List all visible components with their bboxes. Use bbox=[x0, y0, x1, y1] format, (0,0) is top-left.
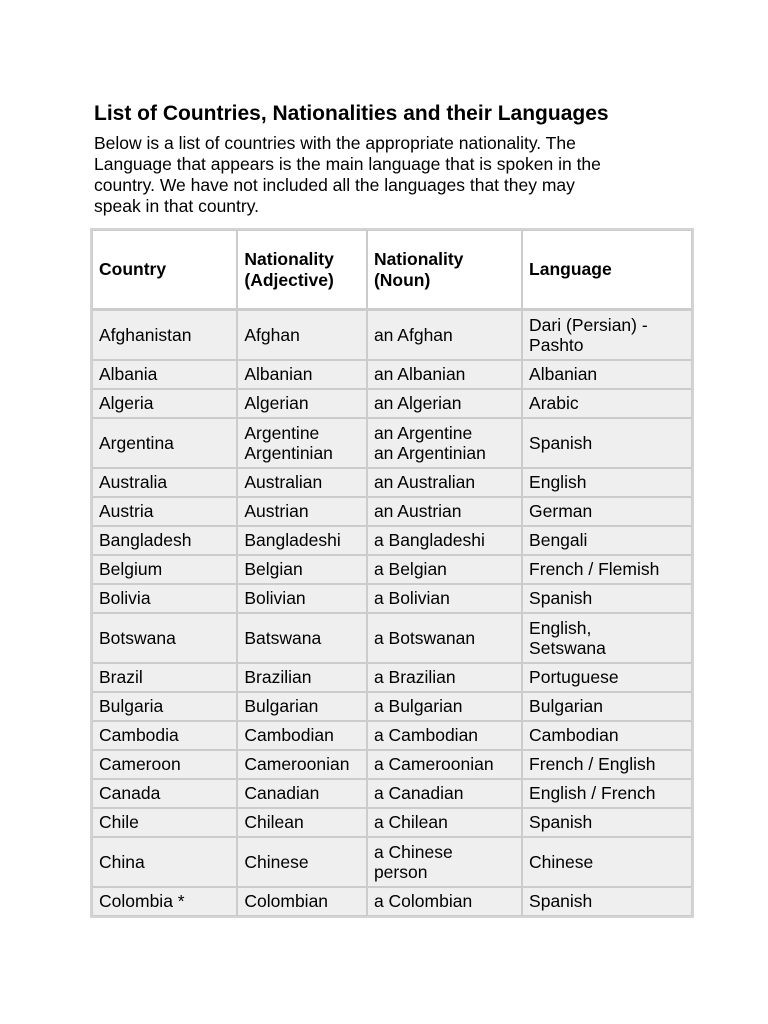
cell-country-text: Argentina bbox=[99, 432, 174, 453]
cell-language-text: Spanish bbox=[529, 891, 593, 912]
cell-nationality-adjective-text: Austrian bbox=[244, 501, 309, 522]
cell-language-text: English bbox=[529, 472, 587, 493]
cell-nationality-noun bbox=[367, 613, 522, 663]
cell-language-text: Bengali bbox=[529, 530, 588, 551]
cell-nationality-adjective-text: Chilean bbox=[244, 812, 304, 833]
cell-language bbox=[522, 497, 692, 526]
cell-nationality-adjective bbox=[237, 360, 367, 389]
cell-nationality-adjective bbox=[237, 750, 367, 779]
cell-nationality-adjective-text: Albanian bbox=[244, 364, 313, 385]
cell-nationality-noun bbox=[367, 779, 522, 808]
table-row bbox=[92, 663, 692, 692]
cell-country-text: China bbox=[99, 851, 145, 872]
cell-language bbox=[522, 808, 692, 837]
cell-language bbox=[522, 779, 692, 808]
cell-nationality-adjective bbox=[237, 692, 367, 721]
header-nationality-adjective: Nationality (Adjective) bbox=[237, 230, 367, 310]
cell-language bbox=[522, 360, 692, 389]
cell-nationality-noun bbox=[367, 555, 522, 584]
cell-language-text: Arabic bbox=[529, 393, 579, 414]
cell-nationality-noun-text: an Algerian bbox=[373, 393, 462, 414]
cell-language bbox=[522, 310, 692, 360]
cell-nationality-adjective-text: Bulgarian bbox=[244, 696, 319, 717]
cell-nationality-adjective-text: Bolivian bbox=[244, 588, 306, 609]
cell-country-text: Australia bbox=[99, 472, 168, 493]
table-row bbox=[92, 468, 692, 497]
cell-nationality-adjective-text: Chinese bbox=[244, 851, 309, 872]
cell-nationality-noun-text: a Bulgarian bbox=[373, 696, 463, 717]
cell-nationality-noun bbox=[367, 808, 522, 837]
countries-table bbox=[90, 228, 694, 918]
cell-nationality-noun-text: an Austrian bbox=[373, 501, 462, 522]
intro-line: country. We have not included all the languages that they may bbox=[94, 175, 575, 195]
cell-country bbox=[92, 389, 237, 418]
table-row bbox=[92, 526, 692, 555]
cell-language-text: Spanish bbox=[529, 588, 593, 609]
cell-country bbox=[92, 360, 237, 389]
cell-language bbox=[522, 555, 692, 584]
cell-nationality-adjective-text: Batswana bbox=[244, 627, 322, 648]
cell-country-text: Chile bbox=[99, 812, 139, 833]
table-row bbox=[92, 721, 692, 750]
cell-language-text: German bbox=[529, 501, 593, 522]
cell-country bbox=[92, 837, 237, 887]
cell-language bbox=[522, 837, 692, 887]
cell-nationality-noun-text: a Cambodian bbox=[373, 725, 479, 746]
cell-nationality-adjective bbox=[237, 721, 367, 750]
cell-language-text: Pashto bbox=[529, 335, 584, 355]
cell-nationality-noun-text: an Afghan bbox=[373, 324, 453, 345]
cell-country-text: Canada bbox=[99, 783, 161, 804]
cell-country bbox=[92, 887, 237, 916]
cell-nationality-adjective-text: Belgian bbox=[244, 559, 303, 580]
cell-country bbox=[92, 692, 237, 721]
cell-nationality-noun-text: a Canadian bbox=[373, 783, 464, 804]
cell-nationality-noun-text: a Cameroonian bbox=[373, 754, 494, 775]
header-language: Language bbox=[522, 230, 692, 310]
cell-nationality-noun bbox=[367, 497, 522, 526]
cell-country-text: Albania bbox=[99, 364, 158, 385]
cell-nationality-adjective bbox=[237, 468, 367, 497]
cell-language bbox=[522, 887, 692, 916]
cell-country bbox=[92, 468, 237, 497]
cell-language bbox=[522, 750, 692, 779]
table-row bbox=[92, 613, 692, 663]
cell-country-text: Cambodia bbox=[99, 725, 179, 746]
cell-nationality-noun-text: person bbox=[373, 862, 428, 882]
cell-language bbox=[522, 526, 692, 555]
cell-nationality-adjective-text: Bangladeshi bbox=[244, 530, 341, 551]
cell-country-text: Austria bbox=[99, 501, 154, 522]
cell-nationality-noun bbox=[367, 418, 522, 468]
cell-country-text: Brazil bbox=[99, 667, 143, 688]
cell-country bbox=[92, 418, 237, 468]
cell-country bbox=[92, 555, 237, 584]
table-row bbox=[92, 584, 692, 613]
cell-country bbox=[92, 750, 237, 779]
table-row bbox=[92, 692, 692, 721]
cell-nationality-adjective-text: Argentine bbox=[244, 422, 320, 443]
cell-country bbox=[92, 663, 237, 692]
cell-country bbox=[92, 310, 237, 360]
cell-country-text: Afghanistan bbox=[99, 324, 192, 345]
cell-language bbox=[522, 468, 692, 497]
cell-language-text: Albanian bbox=[529, 364, 598, 385]
intro-line: speak in that country. bbox=[94, 196, 260, 216]
cell-country bbox=[92, 779, 237, 808]
cell-nationality-adjective bbox=[237, 584, 367, 613]
cell-language bbox=[522, 418, 692, 468]
table-row bbox=[92, 808, 692, 837]
table-body bbox=[92, 310, 692, 916]
cell-nationality-adjective-text: Argentinian bbox=[244, 443, 333, 463]
cell-nationality-noun-text: a Belgian bbox=[373, 559, 447, 580]
cell-country bbox=[92, 497, 237, 526]
header-nationality-noun: Nationality (Noun) bbox=[367, 230, 522, 310]
intro-line: Below is a list of countries with the appropriate nationality. The bbox=[94, 133, 576, 153]
cell-nationality-adjective-text: Canadian bbox=[244, 783, 320, 804]
cell-country-text: Bulgaria bbox=[99, 696, 164, 717]
cell-nationality-adjective bbox=[237, 663, 367, 692]
cell-language bbox=[522, 613, 692, 663]
cell-nationality-noun-text: an Australian bbox=[373, 472, 476, 493]
cell-language-text: English / French bbox=[529, 783, 656, 804]
cell-language-text: Cambodian bbox=[529, 725, 619, 746]
table-row bbox=[92, 750, 692, 779]
cell-nationality-noun-text: a Chilean bbox=[373, 812, 448, 833]
cell-nationality-noun-text: a Bolivian bbox=[373, 588, 450, 609]
cell-country-text: Bolivia bbox=[99, 588, 151, 609]
cell-nationality-noun-text: an Argentinian bbox=[373, 443, 486, 463]
intro-line: Language that appears is the main language that is spoken in the bbox=[94, 154, 601, 174]
cell-language bbox=[522, 663, 692, 692]
cell-nationality-adjective bbox=[237, 779, 367, 808]
cell-country-text: Belgium bbox=[99, 559, 163, 580]
table-row bbox=[92, 310, 692, 360]
cell-nationality-noun bbox=[367, 663, 522, 692]
cell-nationality-noun bbox=[367, 310, 522, 360]
cell-nationality-noun bbox=[367, 837, 522, 887]
cell-nationality-noun bbox=[367, 721, 522, 750]
cell-nationality-noun bbox=[367, 584, 522, 613]
table-row bbox=[92, 779, 692, 808]
cell-country bbox=[92, 526, 237, 555]
cell-nationality-noun bbox=[367, 468, 522, 497]
cell-language-text: Bulgarian bbox=[529, 696, 603, 717]
intro-paragraph bbox=[94, 133, 694, 217]
cell-nationality-noun bbox=[367, 692, 522, 721]
cell-language bbox=[522, 389, 692, 418]
cell-nationality-adjective bbox=[237, 389, 367, 418]
cell-nationality-adjective bbox=[237, 418, 367, 468]
cell-nationality-adjective bbox=[237, 613, 367, 663]
cell-nationality-adjective-text: Cambodian bbox=[244, 725, 334, 746]
cell-nationality-adjective bbox=[237, 887, 367, 916]
cell-nationality-noun-text: a Colombian bbox=[373, 891, 473, 912]
cell-nationality-noun-text: a Chinese bbox=[373, 841, 453, 862]
cell-nationality-adjective-text: Cameroonian bbox=[244, 754, 350, 775]
table-row bbox=[92, 555, 692, 584]
cell-nationality-adjective-text: Brazilian bbox=[244, 667, 312, 688]
cell-country-text: Cameroon bbox=[99, 754, 181, 775]
cell-language-text: Spanish bbox=[529, 812, 593, 833]
cell-country-text: Algeria bbox=[99, 393, 154, 414]
cell-nationality-adjective-text: Colombian bbox=[244, 891, 329, 912]
cell-country bbox=[92, 613, 237, 663]
cell-country-text: Colombia * bbox=[99, 891, 185, 912]
table-row bbox=[92, 887, 692, 916]
cell-language-text: French / English bbox=[529, 754, 656, 775]
cell-country bbox=[92, 808, 237, 837]
table-row bbox=[92, 497, 692, 526]
table-row bbox=[92, 389, 692, 418]
cell-country bbox=[92, 584, 237, 613]
cell-nationality-adjective-text: Algerian bbox=[244, 393, 309, 414]
table-row bbox=[92, 837, 692, 887]
document-title: List of Countries, Nationalities and their Languages bbox=[94, 102, 609, 125]
cell-nationality-noun-text: a Botswanan bbox=[373, 627, 476, 648]
cell-nationality-adjective bbox=[237, 497, 367, 526]
cell-country-text: Botswana bbox=[99, 627, 176, 648]
cell-nationality-noun-text: a Brazilian bbox=[373, 667, 456, 688]
cell-language bbox=[522, 584, 692, 613]
cell-country-text: Bangladesh bbox=[99, 530, 192, 551]
cell-nationality-adjective bbox=[237, 808, 367, 837]
cell-nationality-noun-text: a Bangladeshi bbox=[373, 530, 485, 551]
cell-nationality-adjective bbox=[237, 837, 367, 887]
cell-nationality-noun bbox=[367, 389, 522, 418]
cell-nationality-noun-text: an Argentine bbox=[373, 422, 473, 443]
cell-nationality-adjective bbox=[237, 526, 367, 555]
cell-nationality-noun bbox=[367, 526, 522, 555]
table-row bbox=[92, 418, 692, 468]
cell-language-text: Portuguese bbox=[529, 667, 619, 688]
cell-nationality-noun bbox=[367, 887, 522, 916]
cell-nationality-adjective bbox=[237, 555, 367, 584]
header-country: Country bbox=[92, 230, 237, 310]
cell-language-text: Chinese bbox=[529, 851, 594, 872]
cell-language-text: Spanish bbox=[529, 432, 593, 453]
table-row bbox=[92, 360, 692, 389]
cell-nationality-adjective-text: Afghan bbox=[244, 324, 300, 345]
cell-country bbox=[92, 721, 237, 750]
cell-language-text: Setswana bbox=[529, 638, 606, 658]
cell-language-text: English, bbox=[529, 617, 592, 638]
cell-language bbox=[522, 692, 692, 721]
cell-language-text: Dari (Persian) - bbox=[529, 314, 648, 335]
cell-language bbox=[522, 721, 692, 750]
cell-nationality-adjective bbox=[237, 310, 367, 360]
table-header-row bbox=[92, 230, 692, 310]
cell-nationality-noun bbox=[367, 360, 522, 389]
cell-nationality-noun bbox=[367, 750, 522, 779]
cell-nationality-noun-text: an Albanian bbox=[373, 364, 466, 385]
cell-language-text: French / Flemish bbox=[529, 559, 660, 580]
cell-nationality-adjective-text: Australian bbox=[244, 472, 323, 493]
